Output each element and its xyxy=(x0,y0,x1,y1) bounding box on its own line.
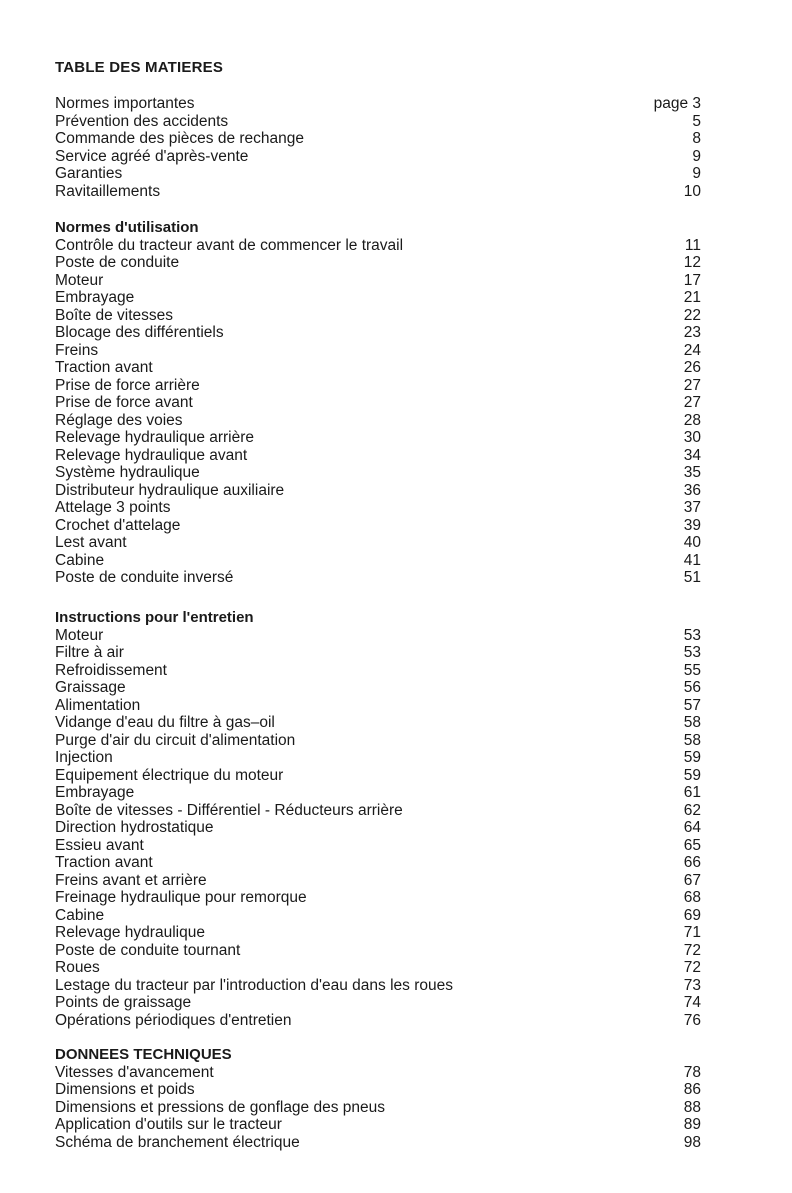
toc-entry xyxy=(55,482,701,500)
toc-section-technical-data xyxy=(55,1046,701,1151)
toc-entry xyxy=(55,272,701,290)
toc-entry-label: Moteur xyxy=(55,626,104,644)
toc-entry xyxy=(55,1081,701,1099)
toc-entry xyxy=(55,569,701,587)
toc-entry xyxy=(55,889,701,907)
toc-entry-label: Equipement électrique du moteur xyxy=(55,766,284,784)
toc-entry-page: 71 xyxy=(683,924,701,941)
toc-entry xyxy=(55,819,701,837)
toc-entry-page: 62 xyxy=(683,801,701,819)
toc-entry-label: Crochet d'attelage xyxy=(55,516,181,534)
toc-entry-page: 28 xyxy=(683,411,701,429)
toc-entry xyxy=(55,183,701,201)
toc-entry-page: 55 xyxy=(683,661,701,679)
toc-entry-page: 35 xyxy=(683,464,701,481)
toc-entry-label: Contrôle du tracteur avant de commencer le travail xyxy=(55,236,404,254)
toc-entry xyxy=(55,148,701,166)
toc-entry-page: 64 xyxy=(683,819,701,836)
toc-entry-page: 74 xyxy=(683,994,701,1011)
toc-entry-page: 98 xyxy=(683,1133,701,1151)
toc-entry xyxy=(55,942,701,960)
toc-entry-label: Relevage hydraulique xyxy=(55,924,205,941)
toc-entry-page: 66 xyxy=(683,854,701,871)
toc-entry-page: 9 xyxy=(692,147,701,165)
toc-entry-page: 72 xyxy=(683,959,701,976)
toc-entry-label: Moteur xyxy=(55,271,104,289)
toc-entry xyxy=(55,697,701,715)
toc-entry-label: Normes importantes xyxy=(55,95,195,112)
toc-entry xyxy=(55,1099,701,1117)
toc-entry xyxy=(55,854,701,872)
toc-entry-label: Boîte de vitesses xyxy=(55,306,174,324)
toc-entry xyxy=(55,254,701,272)
toc-entry xyxy=(55,714,701,732)
toc-entry xyxy=(55,1012,701,1030)
toc-entry-page: 89 xyxy=(683,1116,701,1133)
toc-entry-label: Dimensions et poids xyxy=(55,1081,195,1098)
toc-entry-label: Traction avant xyxy=(55,854,153,871)
toc-entry-page: 22 xyxy=(683,306,701,324)
toc-entry-label: Embrayage xyxy=(55,289,135,306)
toc-entry-label: Relevage hydraulique arrière xyxy=(55,429,255,446)
toc-entry xyxy=(55,130,701,148)
toc-entry-label: Cabine xyxy=(55,906,105,924)
toc-entry xyxy=(55,662,701,680)
toc-entry xyxy=(55,113,701,131)
toc-entry xyxy=(55,429,701,447)
toc-entry-label: Relevage hydraulique avant xyxy=(55,446,248,464)
toc-entry-page: 59 xyxy=(683,749,701,766)
toc-entry-label: Essieu avant xyxy=(55,836,144,854)
toc-entry-page: 27 xyxy=(683,376,701,394)
toc-entry-page: 67 xyxy=(683,871,701,889)
toc-entry-label: Service agréé d'après-vente xyxy=(55,147,249,165)
toc-entry xyxy=(55,447,701,465)
toc-entry-label: Embrayage xyxy=(55,784,135,801)
toc-entry xyxy=(55,499,701,517)
toc-entry-page: 69 xyxy=(683,906,701,924)
toc-entry xyxy=(55,377,701,395)
toc-entry xyxy=(55,1116,701,1134)
toc-entry xyxy=(55,732,701,750)
toc-entry-page: 5 xyxy=(692,112,701,130)
toc-entry-page: 23 xyxy=(683,324,701,341)
toc-entry-page: 88 xyxy=(683,1098,701,1116)
toc-entry-page: 59 xyxy=(683,766,701,784)
toc-entry-label: Attelage 3 points xyxy=(55,499,171,516)
toc-entry-label: Alimentation xyxy=(55,696,141,714)
toc-entry-page: 58 xyxy=(683,714,701,731)
toc-entry xyxy=(55,359,701,377)
toc-entry-label: Ravitaillements xyxy=(55,182,161,200)
toc-entry-page: 86 xyxy=(683,1081,701,1098)
toc-entry-page: 10 xyxy=(683,182,701,200)
toc-entry xyxy=(55,924,701,942)
section-heading: Normes d'utilisation xyxy=(55,219,199,236)
toc-entry xyxy=(55,464,701,482)
toc-section-usage xyxy=(55,219,701,587)
toc-entry xyxy=(55,959,701,977)
toc-entry xyxy=(55,767,701,785)
toc-entry-page: 24 xyxy=(683,341,701,359)
toc-entry-page: 36 xyxy=(683,481,701,499)
toc-entry xyxy=(55,342,701,360)
toc-entry xyxy=(55,237,701,255)
toc-entry xyxy=(55,749,701,767)
toc-entry xyxy=(55,517,701,535)
toc-entry-page: 72 xyxy=(683,941,701,959)
toc-entry xyxy=(55,307,701,325)
toc-entry-label: Système hydraulique xyxy=(55,464,200,481)
toc-entry-page: 8 xyxy=(692,130,701,147)
toc-entry-label: Poste de conduite xyxy=(55,254,180,271)
toc-section-maintenance xyxy=(55,609,701,1029)
toc-entry-page: 27 xyxy=(683,394,701,411)
toc-entry-label: Blocage des différentiels xyxy=(55,324,224,341)
toc-entry xyxy=(55,679,701,697)
toc-entry-label: Vitesses d'avancement xyxy=(55,1063,214,1081)
toc-entry-page: 53 xyxy=(683,626,701,644)
toc-entry-page: 40 xyxy=(683,534,701,551)
toc-entry-label: Traction avant xyxy=(55,359,153,376)
toc-entry-label: Schéma de branchement électrique xyxy=(55,1133,300,1151)
toc-entry xyxy=(55,534,701,552)
toc-entry-page: 21 xyxy=(683,289,701,306)
toc-entry-label: Injection xyxy=(55,749,113,766)
toc-entry-page: 37 xyxy=(683,499,701,516)
toc-entry-page: 58 xyxy=(683,731,701,749)
toc-entry-page: 51 xyxy=(683,569,701,586)
toc-entry xyxy=(55,1134,701,1152)
toc-entry-page: 78 xyxy=(683,1063,701,1081)
toc-entry-page: 53 xyxy=(683,644,701,661)
toc-entry xyxy=(55,802,701,820)
toc-entry-label: Prévention des accidents xyxy=(55,112,229,130)
toc-entry-label: Commande des pièces de rechange xyxy=(55,130,305,147)
toc-entry-label: Distributeur hydraulique auxiliaire xyxy=(55,481,285,499)
toc-entry-page: 30 xyxy=(683,429,701,446)
toc-entry xyxy=(55,837,701,855)
toc-entry xyxy=(55,165,701,183)
toc-entry-page: 65 xyxy=(683,836,701,854)
toc-entry-label: Purge d'air du circuit d'alimentation xyxy=(55,731,296,749)
toc-entry xyxy=(55,872,701,890)
toc-entry-label: Refroidissement xyxy=(55,661,167,679)
toc-entry-label: Direction hydrostatique xyxy=(55,819,214,836)
toc-entry-label: Opérations périodiques d'entretien xyxy=(55,1011,292,1029)
toc-entry-page: 11 xyxy=(684,236,701,254)
toc-entry xyxy=(55,627,701,645)
toc-entry-label: Boîte de vitesses - Différentiel - Réducteurs arrière xyxy=(55,801,403,819)
toc-entry-label: Vidange d'eau du filtre à gas–oil xyxy=(55,714,275,731)
toc-entry-label: Prise de force avant xyxy=(55,394,193,411)
toc-entry-label: Lest avant xyxy=(55,534,127,551)
page-title: TABLE DES MATIERES xyxy=(55,59,224,76)
toc-entry-label: Freinage hydraulique pour remorque xyxy=(55,889,307,906)
toc-entry-label: Freins xyxy=(55,341,99,359)
toc-entry xyxy=(55,1064,701,1082)
toc-entry xyxy=(55,289,701,307)
toc-entry-label: Application d'outils sur le tracteur xyxy=(55,1116,282,1133)
toc-entry-page: 26 xyxy=(683,359,701,376)
toc-entry-label: Prise de force arrière xyxy=(55,376,200,394)
section-heading: DONNEES TECHNIQUES xyxy=(55,1046,232,1063)
toc-entry-page: 57 xyxy=(683,696,701,714)
toc-entry-page: 39 xyxy=(683,516,701,534)
toc-entry xyxy=(55,412,701,430)
toc-entry xyxy=(55,994,701,1012)
toc-entry xyxy=(55,977,701,995)
toc-entry-label: Lestage du tracteur par l'introduction d'eau dans les roues xyxy=(55,976,453,994)
toc-entry-label: Réglage des voies xyxy=(55,411,183,429)
toc-entry xyxy=(55,95,701,113)
toc-entry-page: 41 xyxy=(683,551,701,569)
toc-entry xyxy=(55,552,701,570)
toc-entry-label: Cabine xyxy=(55,551,105,569)
toc-entry-page: page 3 xyxy=(653,95,701,112)
toc-entry xyxy=(55,394,701,412)
toc-entry-label: Poste de conduite tournant xyxy=(55,941,241,959)
section-heading: Instructions pour l'entretien xyxy=(55,609,254,626)
toc-section-general xyxy=(55,95,701,200)
toc-entry xyxy=(55,784,701,802)
toc-entry-page: 56 xyxy=(683,679,701,696)
toc-entry-page: 34 xyxy=(683,446,701,464)
toc-entry xyxy=(55,644,701,662)
toc-entry-page: 73 xyxy=(683,976,701,994)
toc-entry-label: Roues xyxy=(55,959,100,976)
toc-entry-label: Freins avant et arrière xyxy=(55,871,207,889)
toc-entry-label: Poste de conduite inversé xyxy=(55,569,234,586)
toc-entry-page: 9 xyxy=(692,165,701,182)
toc-entry-label: Dimensions et pressions de gonflage des pneus xyxy=(55,1098,386,1116)
toc-entry xyxy=(55,324,701,342)
toc-entry-label: Points de graissage xyxy=(55,994,192,1011)
toc-entry-page: 12 xyxy=(683,254,701,271)
toc-entry-page: 61 xyxy=(683,784,701,801)
toc-entry-page: 17 xyxy=(683,271,701,289)
toc-entry-label: Filtre à air xyxy=(55,644,124,661)
toc-entry-label: Graissage xyxy=(55,679,126,696)
toc-entry-page: 68 xyxy=(683,889,701,906)
toc-entry-page: 76 xyxy=(683,1011,701,1029)
toc-entry-label: Garanties xyxy=(55,165,123,182)
toc-entry xyxy=(55,907,701,925)
